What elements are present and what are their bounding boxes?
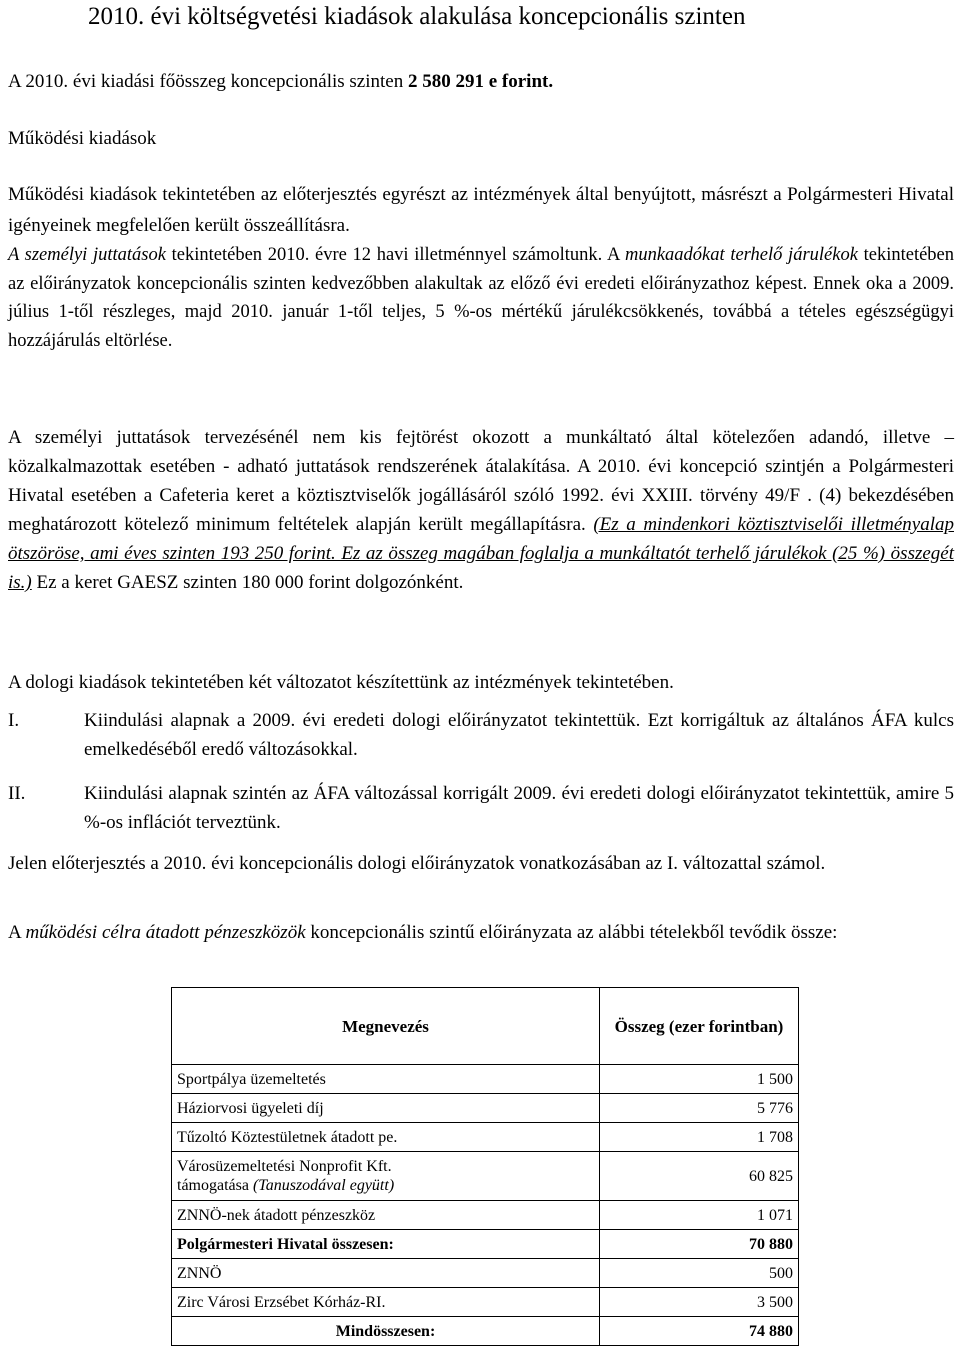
table-row — [172, 1201, 799, 1230]
row-amount: 60 825 — [600, 1152, 799, 1201]
transfers-prefix: A — [8, 922, 26, 943]
variant-text: Kiindulási alapnak szintén az ÁFA változással korrigált 2009. évi eredeti dologi előirányzatot tekintettük, amire 5 %-os inflációt terveztünk. — [84, 783, 954, 833]
header-name: Megnevezés — [172, 988, 600, 1065]
personal-text-1: tekintetében 2010. évre 12 havi illetménnyel számoltunk. A — [165, 245, 625, 265]
row-name-note: (Tanuszodával együtt) — [252, 1177, 395, 1194]
row-amount: 3 500 — [600, 1288, 799, 1317]
transfers-suffix: koncepcionális szintű előirányzata az alábbi tételekből tevődik össze: — [305, 922, 838, 943]
grand-total-row — [172, 1317, 799, 1346]
row-name: ZNNÖ — [172, 1259, 600, 1288]
row-name: Polgármesteri Hivatal összesen: — [172, 1230, 600, 1259]
row-name: ZNNÖ-nek átadott pénzeszköz — [172, 1201, 600, 1230]
row-name-line1: Városüzemeltetési Nonprofit Kft. — [177, 1158, 392, 1175]
table-row — [172, 1288, 799, 1317]
para-transfers — [8, 918, 954, 947]
row-name: Zirc Városi Erzsébet Kórház-RI. — [172, 1288, 600, 1317]
variant-number: I. — [8, 710, 20, 731]
row-name: Sportpálya üzemeltetés — [172, 1065, 600, 1094]
para-cafeteria — [8, 423, 954, 597]
operating-heading: Működési kiadások — [8, 128, 157, 149]
table-row — [172, 1094, 799, 1123]
page-title: 2010. évi költségvetési kiadások alakulása koncepcionális szinten — [88, 3, 746, 30]
header-amount: Összeg (ezer forintban) — [600, 988, 799, 1065]
row-amount: 1 500 — [600, 1065, 799, 1094]
row-name-line2: támogatása — [177, 1177, 253, 1194]
row-name — [172, 1152, 600, 1201]
table-row — [172, 1065, 799, 1094]
para-current: Jelen előterjesztés a 2010. évi koncepcionális dologi előirányzatok vonatkozásában az I. változattal számol. — [8, 853, 826, 874]
personal-term: A személyi juttatások — [8, 245, 166, 265]
para-personal — [8, 241, 954, 355]
row-amount: 5 776 — [600, 1094, 799, 1123]
para-material: A dologi kiadások tekintetében két változatot készítettünk az intézmények tekintetében. — [8, 672, 674, 693]
table-row — [172, 1152, 799, 1201]
personal-text-2: tekintetében az előirányzatok koncepcionális szinten kedvezőbben alakultak az előző évi eredeti előirányzathoz képest. Ennek oka a 2009. július 1-től részleges, majd 2010. január 1-től teljes, 5 %-os mértékű járulékcsökkenés, továbbá a tételes egészségügyi hozzájárulás eltörlése. — [8, 245, 955, 351]
total-line — [8, 67, 954, 96]
total-amount: 2 580 291 e forint. — [407, 71, 554, 92]
variant-text: Kiindulási alapnak a 2009. évi eredeti dologi előirányzatot tekintettük. Ezt korrigáltuk az általános ÁFA kulcs emelkedéséből eredő változásokkal. — [84, 710, 954, 760]
cafeteria-tail: Ez a keret GAESZ szinten 180 000 forint dolgozónként. — [31, 572, 464, 593]
row-amount: 70 880 — [600, 1230, 799, 1259]
variant-number: II. — [8, 783, 26, 804]
cafeteria-note: (Ez a mindenkori köztisztviselői illetményalap ötszöröse, ami éves szinten 193 250 forint. Ez az összeg magában foglalja a munkáltatót terhelő járulékok (25 %) összegét is.) — [8, 514, 954, 593]
row-name: Háziorvosi ügyeleti díj — [172, 1094, 600, 1123]
table-row — [172, 1123, 799, 1152]
row-amount: 74 880 — [600, 1317, 799, 1346]
row-amount: 1 708 — [600, 1123, 799, 1152]
cafeteria-text: A személyi juttatások tervezésénél nem kis fejtörést okozott a munkáltató által kötelezően adandó, illetve – közalkalmazottak esetében - adható juttatások rendszerének átalakítása. A 2010. évi koncepció szintjén a Polgármesteri Hivatal esetében a Cafeteria keret a köztisztviselők jogállásáról szóló 1992. évi XXIII. törvény 49/F . (4) bekezdésében meghatározott kötelező minimum feltételek alapján került megállapításra. — [8, 427, 954, 535]
row-amount: 500 — [600, 1259, 799, 1288]
table-row — [172, 1259, 799, 1288]
contributions-term: munkaadókat terhelő járulékok — [624, 245, 858, 265]
total-line-prefix: A 2010. évi kiadási főösszeg koncepcionális szinten — [8, 71, 408, 92]
row-name: Mindösszesen: — [172, 1317, 600, 1346]
transfers-term: működési célra átadott pénzeszközök — [25, 922, 306, 943]
table-header-row — [172, 988, 799, 1065]
subtotal-row — [172, 1230, 799, 1259]
transfers-table — [171, 987, 799, 1346]
row-name: Tűzoltó Köztestületnek átadott pe. — [172, 1123, 600, 1152]
para-operating: Működési kiadások tekintetében az előterjesztés egyrészt az intézmények által benyújtott, másrészt a Polgármesteri Hivatal igényeinek megfelelően került összeállításra. — [8, 184, 954, 236]
row-amount: 1 071 — [600, 1201, 799, 1230]
